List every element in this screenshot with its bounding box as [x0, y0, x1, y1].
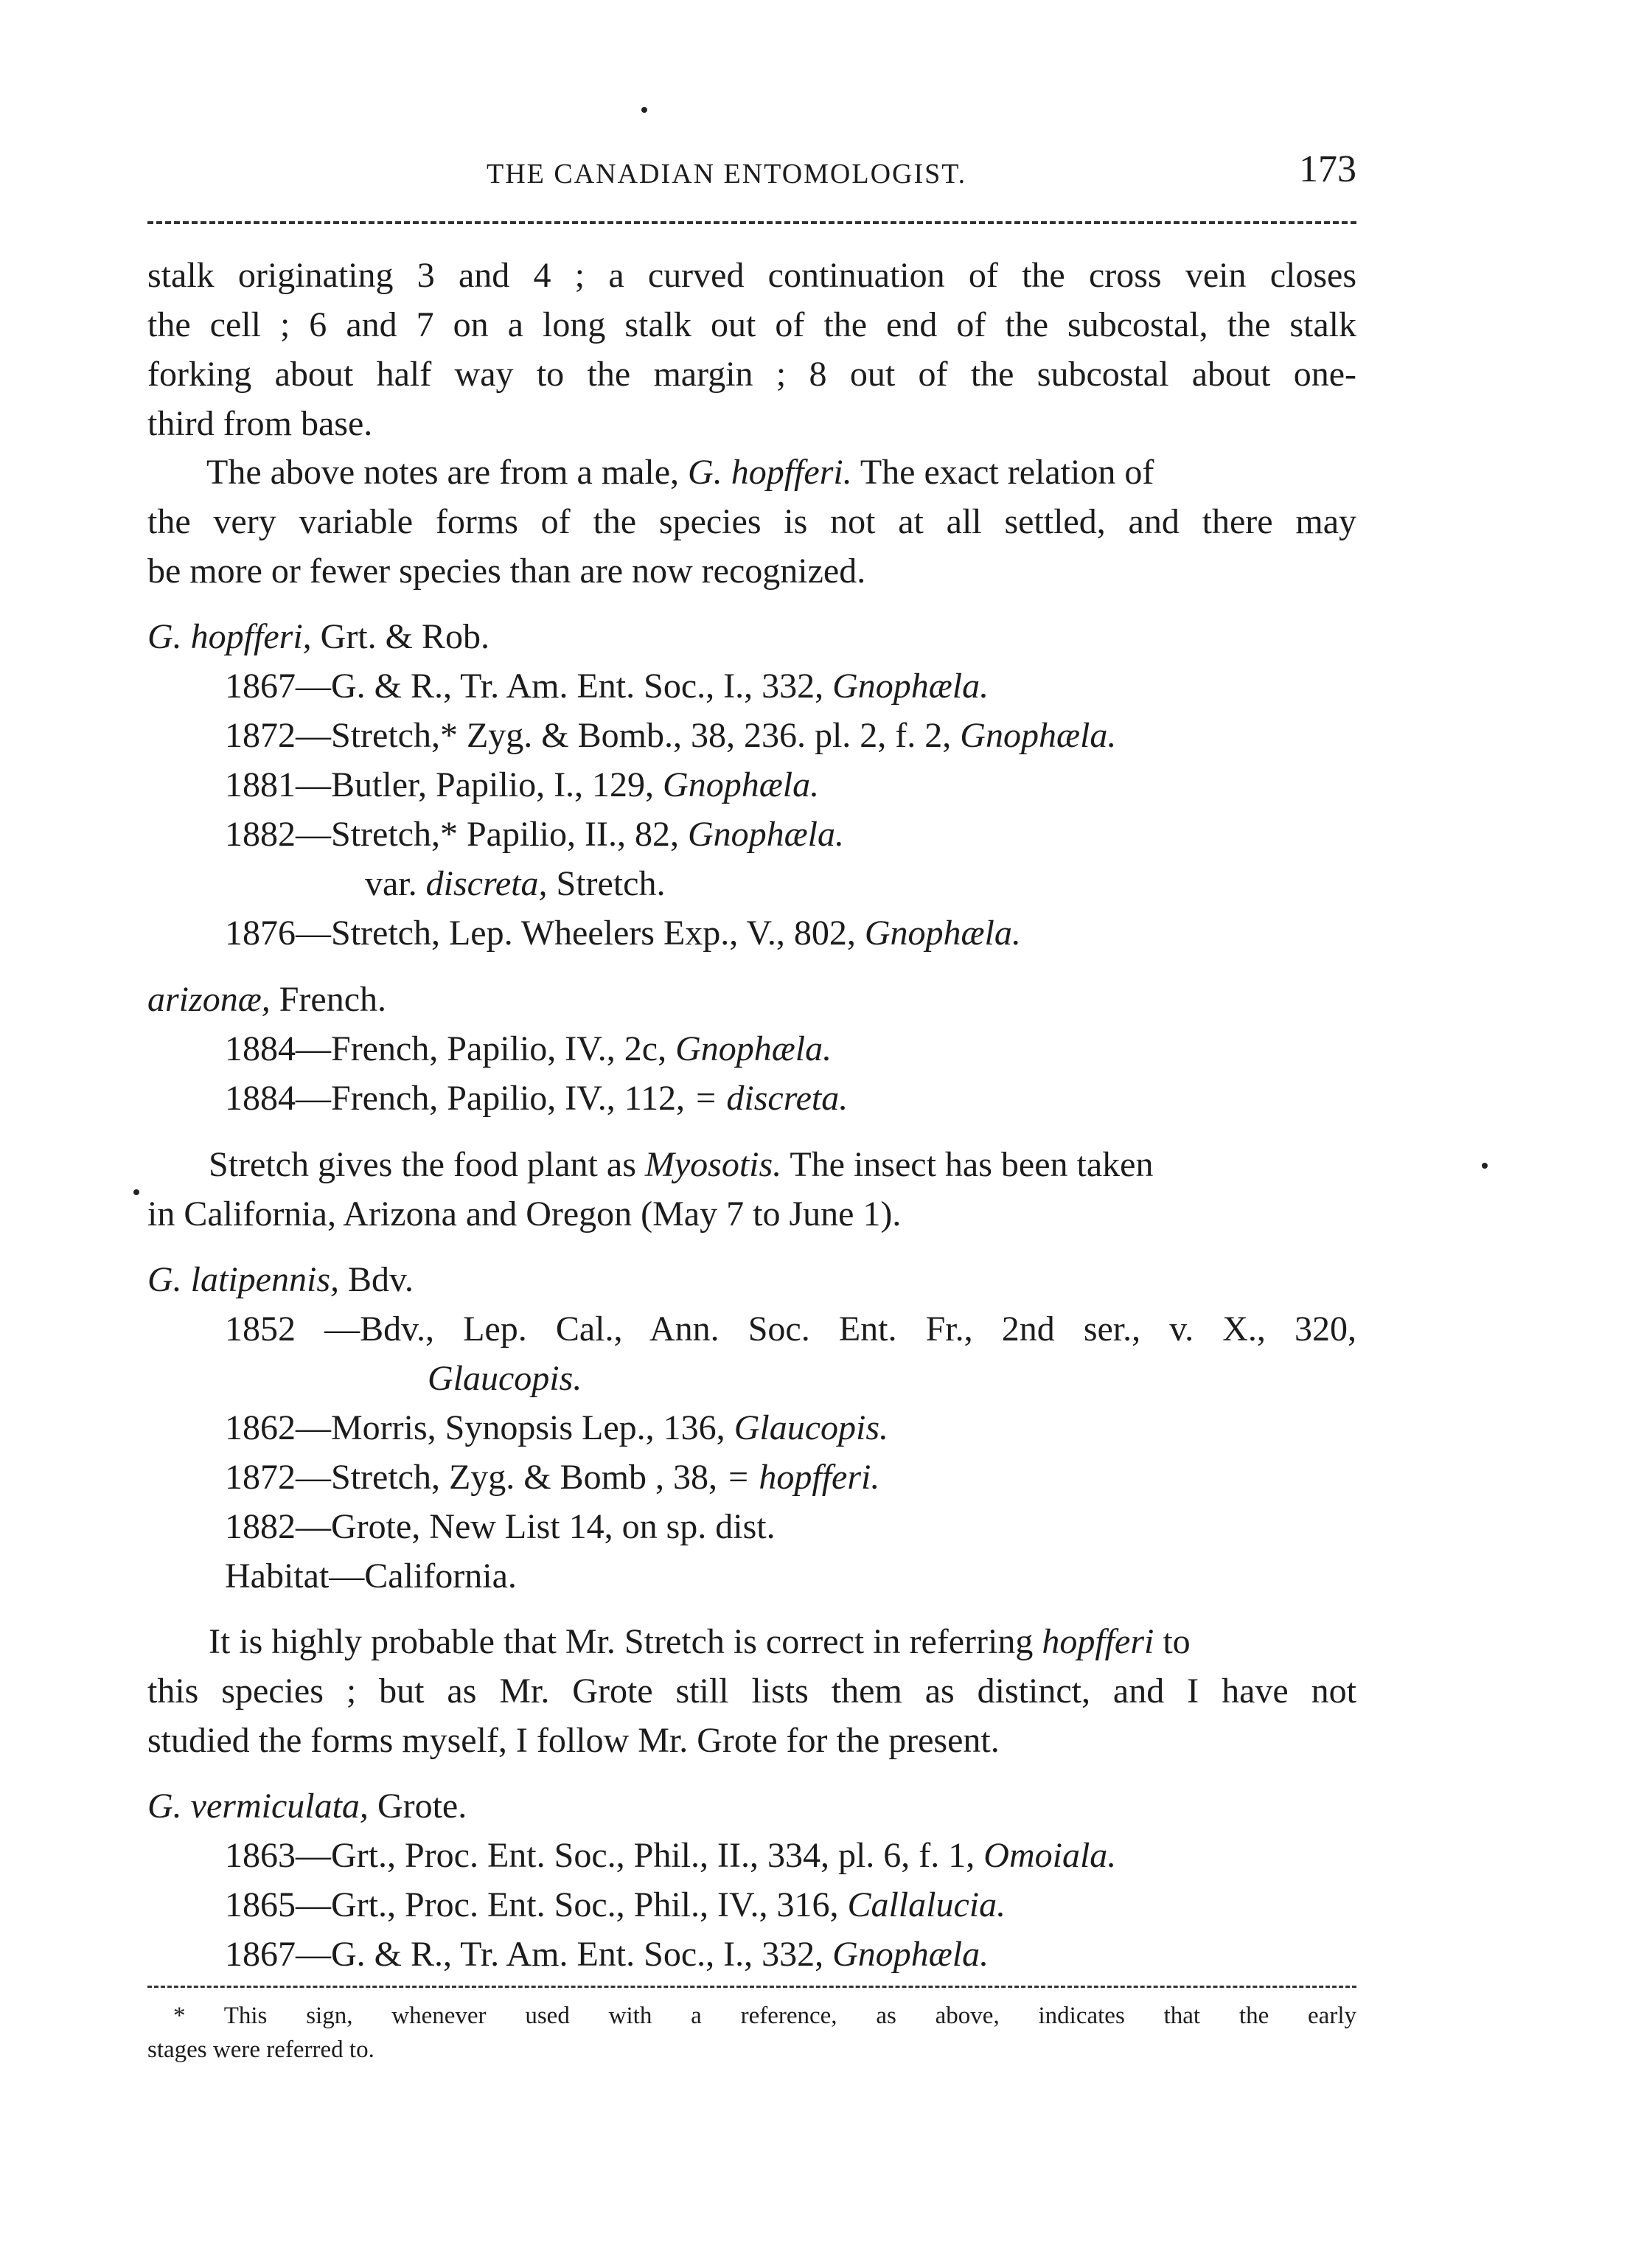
- reference-text: 1863—Grt., Proc. Ent. Soc., Phil., II., 334, pl. 6, f. 1,: [225, 1836, 984, 1875]
- reference-line: [225, 1885, 1006, 1924]
- page-number: 173: [1299, 148, 1356, 190]
- reference-text: 1867—G. & R., Tr. Am. Ent. Soc., I., 332,: [225, 667, 833, 706]
- species-name: G. latipennis,: [147, 1260, 339, 1299]
- page-speck: [133, 1189, 139, 1195]
- species-heading-arizonae: [147, 982, 386, 1018]
- paragraph-2-line-2: the very variable forms of the species is not at all settled, and there may: [147, 502, 1356, 541]
- reference-line: 1852 —Bdv., Lep. Cal., Ann. Soc. Ent. Fr., 2nd ser., v. X., 320,: [225, 1309, 1356, 1349]
- species-name: G. vermiculata,: [147, 1787, 369, 1826]
- reference-genus: Gnophæla.: [832, 667, 989, 706]
- reference-genus: Callalucia.: [847, 1885, 1006, 1924]
- species-author: Grt. & Rob.: [311, 617, 490, 656]
- species-heading-latipennis: [147, 1262, 414, 1298]
- paragraph-4-text: It is highly probable that Mr. Stretch is correct in referring: [209, 1622, 1042, 1661]
- paragraph-3-line-2: in California, Arizona and Oregon (May 7 to June 1).: [147, 1194, 902, 1234]
- reference-text: 1872—Stretch, Zyg. & Bomb , 38,: [225, 1458, 726, 1497]
- paragraph-1-line-1: stalk originating 3 and 4 ; a curved continuation of the cross vein closes: [147, 256, 1356, 295]
- species-heading-hopfferi: [147, 619, 490, 655]
- reference-text: 1865—Grt., Proc. Ent. Soc., Phil., IV., 316,: [225, 1885, 848, 1924]
- species-author: Grote.: [368, 1787, 467, 1826]
- page-speck: [641, 107, 647, 113]
- reference-line: [225, 916, 1021, 951]
- reference-line: [225, 1838, 1116, 1874]
- reference-text: 1881—Butler, Papilio, I., 129,: [225, 765, 663, 804]
- variety-label: var.: [365, 864, 426, 903]
- reference-genus: Omoiala.: [983, 1836, 1117, 1875]
- reference-genus: Glaucopis.: [428, 1359, 582, 1398]
- paragraph-4-line-2: this species ; but as Mr. Grote still lists them as distinct, and I have not: [147, 1672, 1356, 1711]
- reference-text: 1884—French, Papilio, IV., 112,: [225, 1079, 694, 1118]
- page-header: [147, 147, 1356, 199]
- header-rule: [147, 221, 1356, 224]
- variety-name: discreta,: [425, 864, 548, 903]
- paragraph-2-line-1: [206, 455, 1356, 490]
- reference-genus: Gnophæla.: [675, 1029, 832, 1068]
- reference-line: [225, 1029, 832, 1068]
- paragraph-2-line-3: be more or fewer species than are now recognized.: [147, 552, 866, 591]
- reference-line: [225, 669, 989, 704]
- paragraph-2-text: The exact relation of: [851, 453, 1154, 492]
- plant-name-italic: Myosotis.: [644, 1145, 782, 1184]
- species-name-italic: G. hopfferi.: [688, 453, 852, 492]
- reference-line: [225, 817, 844, 852]
- variety-heading: [365, 866, 665, 902]
- reference-text: 1862—Morris, Synopsis Lep., 136,: [225, 1408, 734, 1447]
- variety-author: Stretch.: [547, 864, 666, 903]
- reference-genus: = hopfferi.: [725, 1458, 880, 1497]
- paragraph-4-line-3: studied the forms myself, I follow Mr. Grote for the present.: [147, 1721, 1000, 1760]
- reference-line: [225, 718, 1116, 754]
- reference-line: [225, 1937, 989, 1972]
- species-heading-vermiculata: [147, 1789, 467, 1824]
- running-head: THE CANADIAN ENTOMOLOGIST.: [487, 159, 967, 189]
- reference-genus: Gnophæla.: [687, 815, 844, 854]
- reference-text: 1884—French, Papilio, IV., 2c,: [225, 1029, 676, 1068]
- reference-continuation: [428, 1361, 582, 1396]
- species-author: Bdv.: [339, 1260, 414, 1299]
- reference-genus: Gnophæla.: [663, 765, 820, 804]
- species-name-italic: hopfferi: [1042, 1622, 1154, 1661]
- reference-genus: Gnophæla.: [960, 716, 1117, 755]
- reference-text: 1876—Stretch, Lep. Wheelers Exp., V., 802,: [225, 914, 865, 953]
- footnote-rule: [147, 1986, 1356, 1988]
- reference-line: [225, 1081, 848, 1116]
- reference-line: [225, 1410, 888, 1446]
- reference-text: 1872—Stretch,* Zyg. & Bomb., 38, 236. pl. 2, f. 2,: [225, 716, 961, 755]
- reference-genus: Glaucopis.: [734, 1408, 889, 1447]
- paragraph-1-line-3: forking about half way to the margin ; 8 out of the subcostal about one-: [147, 355, 1356, 394]
- footnote-line-2: stages were referred to.: [147, 2036, 374, 2063]
- species-name: G. hopfferi,: [147, 617, 312, 656]
- reference-genus: Gnophæla.: [832, 1935, 989, 1974]
- reference-line: [225, 1460, 879, 1495]
- species-author: French.: [270, 980, 387, 1019]
- paragraph-1-line-2: the cell ; 6 and 7 on a long stalk out of the end of the subcostal, the stalk: [147, 305, 1356, 344]
- page-speck: [1482, 1163, 1488, 1169]
- reference-line: [225, 765, 820, 804]
- reference-genus: Gnophæla.: [864, 914, 1021, 953]
- paragraph-3-text: Stretch gives the food plant as: [209, 1145, 645, 1184]
- paragraph-1-line-4: third from base.: [147, 404, 373, 443]
- habitat-line: Habitat—California.: [225, 1556, 517, 1596]
- species-name: arizonæ,: [147, 980, 271, 1019]
- footnote-line-1: * This sign, whenever used with a reference, as above, indicates that the early: [173, 2003, 1356, 2029]
- paragraph-4-text: to: [1154, 1622, 1191, 1661]
- paragraph-3-text: The insect has been taken: [781, 1145, 1154, 1184]
- paragraph-3-line-1: [209, 1147, 1356, 1183]
- reference-line: 1882—Grote, New List 14, on sp. dist.: [225, 1507, 776, 1546]
- paragraph-4-line-1: [209, 1624, 1356, 1660]
- reference-genus: = discreta.: [693, 1079, 849, 1118]
- reference-text: 1882—Stretch,* Papilio, II., 82,: [225, 815, 688, 854]
- paragraph-2-text: The above notes are from a male,: [206, 453, 689, 492]
- reference-text: 1867—G. & R., Tr. Am. Ent. Soc., I., 332,: [225, 1935, 833, 1974]
